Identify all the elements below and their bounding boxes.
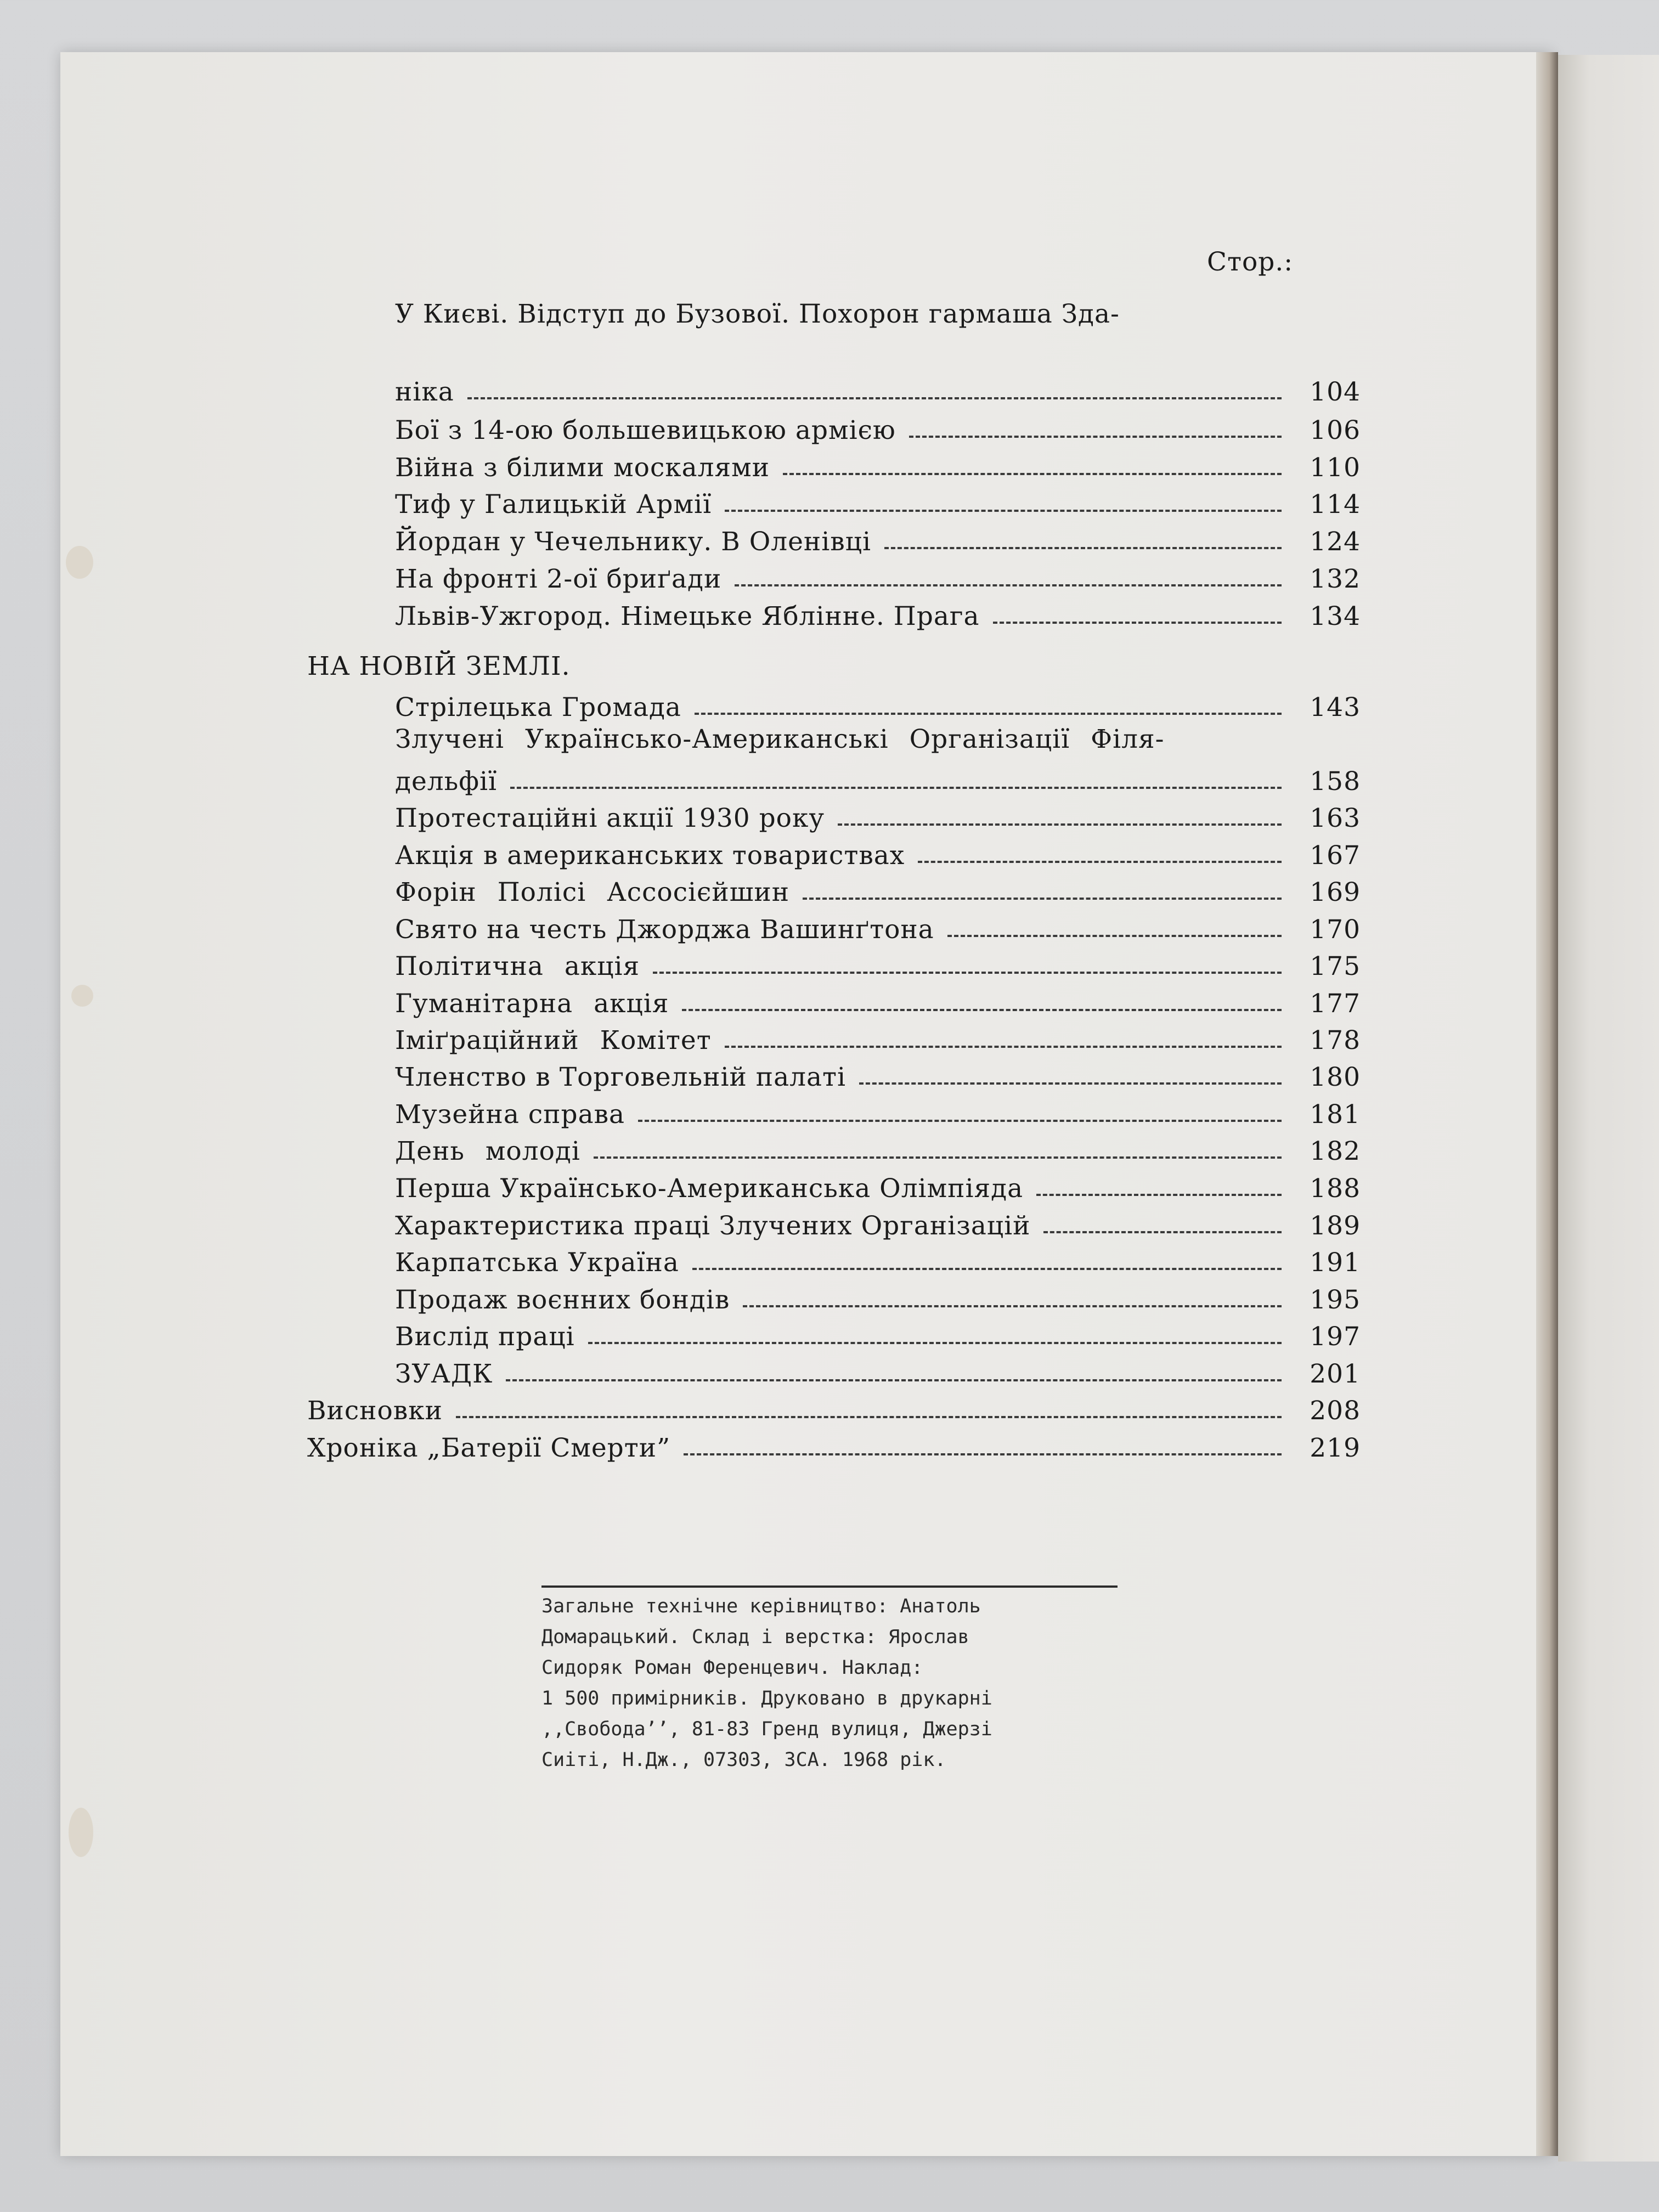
- toc-entry-page: 197: [1310, 1322, 1361, 1352]
- toc-entry-page: 219: [1310, 1433, 1361, 1463]
- toc-entry-page: 124: [1310, 527, 1361, 557]
- dot-leader: [838, 823, 1282, 826]
- dot-leader: [695, 713, 1282, 715]
- toc-entry-page: 163: [1310, 803, 1361, 833]
- dot-leader: [743, 1305, 1282, 1307]
- toc-entry: [395, 1207, 1361, 1241]
- dot-leader: [859, 1082, 1282, 1085]
- toc-entry-title: ЗУАДК: [395, 1359, 493, 1389]
- toc-entry-title: Свято на честь Джорджа Вашинґтона: [395, 915, 934, 945]
- toc-entry-page: 134: [1310, 601, 1361, 631]
- toc-entry-title: День молоді: [395, 1136, 580, 1166]
- toc-entry-page: 195: [1310, 1285, 1361, 1315]
- toc-entry: [395, 560, 1361, 594]
- toc-entry-page: 175: [1310, 951, 1361, 981]
- toc-entry-page: 178: [1310, 1025, 1361, 1056]
- toc-entry-title: Хроніка „Батерії Смерти”: [307, 1433, 671, 1463]
- toc-entry: [395, 1132, 1361, 1166]
- toc-entry: [395, 1244, 1361, 1278]
- toc-entry: [395, 1022, 1361, 1056]
- dot-leader: [884, 547, 1282, 549]
- toc-entry: [395, 1355, 1361, 1389]
- toc-entry-page: 189: [1310, 1211, 1361, 1241]
- toc-entry-page: 110: [1310, 453, 1361, 483]
- book-spine-edge: [1536, 52, 1558, 2156]
- toc-entry-page: 201: [1310, 1359, 1361, 1389]
- toc-entry-title: Йордан у Чечельнику. В Оленівці: [395, 527, 871, 557]
- dot-leader: [684, 1453, 1282, 1455]
- toc-entry-title: Перша Українсько-Американська Олімпіяда: [395, 1173, 1024, 1204]
- dot-leader: [725, 510, 1282, 512]
- toc-entry-title: Характеристика праці Злучених Організацій: [395, 1211, 1031, 1241]
- toc-entry-page: 158: [1310, 766, 1361, 797]
- toc-entry-page: 169: [1310, 877, 1361, 907]
- toc-entry-title-cont: ніка: [395, 377, 454, 407]
- toc-entry-title: Протестаційні акції 1930 року: [395, 803, 825, 833]
- dot-leader: [692, 1268, 1282, 1270]
- toc-entry: [395, 411, 1361, 445]
- dot-leader: [993, 622, 1282, 624]
- dot-leader: [510, 787, 1282, 789]
- toc-entry-title: Членство в Торговельній палаті: [395, 1062, 847, 1092]
- toc-entry: [395, 947, 1361, 981]
- toc-entry-title: Стрілецька Громада: [395, 692, 681, 723]
- imprint-block: [541, 1591, 1118, 1775]
- toc-entry-page: 208: [1310, 1396, 1361, 1426]
- toc-entry-title: Імiґраційний Комітет: [395, 1025, 712, 1056]
- toc-entry-title: Форін Полісі Ассосієйшин: [395, 877, 790, 907]
- toc-entry: [395, 486, 1361, 520]
- toc-entry: [395, 1318, 1361, 1352]
- toc-entry-page: 188: [1310, 1173, 1361, 1204]
- dot-leader: [803, 898, 1282, 900]
- toc-entry: [395, 873, 1361, 907]
- toc-entry: [307, 1392, 1361, 1426]
- imprint-line: Сидоряк Роман Ференцевич. Наклад:: [541, 1657, 923, 1679]
- toc-entry-page: 143: [1310, 692, 1361, 723]
- imprint-line: Домарацький. Склад і верстка: Ярослав: [541, 1626, 969, 1648]
- toc-entry: [395, 837, 1361, 871]
- toc-entry-page: 106: [1310, 415, 1361, 445]
- toc-entry: [395, 911, 1361, 945]
- toc-entry: [395, 985, 1361, 1019]
- dot-leader: [588, 1342, 1282, 1344]
- toc-entry-title: Політична акція: [395, 951, 640, 981]
- dot-leader: [1043, 1231, 1282, 1233]
- toc-entry-page: 191: [1310, 1248, 1361, 1278]
- dot-leader: [456, 1416, 1282, 1418]
- toc-entry-title: Злучені Українсько-Американські Організації Філя-: [395, 724, 1165, 754]
- toc-entry-title-cont: дельфії: [395, 766, 498, 797]
- toc-section-heading: НА НОВІЙ ЗЕМЛІ.: [307, 651, 571, 681]
- dot-leader: [638, 1120, 1282, 1122]
- toc-entry: [395, 689, 1361, 723]
- toc-entry-title: У Києві. Відступ до Бузової. Похорон гармаша Зда-: [395, 299, 1120, 329]
- toc-entry: [395, 1096, 1361, 1130]
- dot-leader: [725, 1046, 1282, 1048]
- toc-entry-title: На фронті 2-ої бриґади: [395, 564, 722, 594]
- toc-entry: [395, 1058, 1361, 1092]
- toc-entry-title: Продаж воєнних бондів: [395, 1285, 730, 1315]
- toc-entry-title: Бої з 14-ою большевицькою армією: [395, 415, 896, 445]
- toc-entry-page: 182: [1310, 1136, 1361, 1166]
- table-of-contents: [60, 52, 1553, 2156]
- toc-entry-title: Війна з білими москалями: [395, 453, 770, 483]
- dot-leader: [1036, 1194, 1282, 1196]
- toc-entry-title: Тиф у Галицькій Армії: [395, 489, 712, 520]
- dot-leader: [909, 436, 1282, 438]
- toc-entry: [395, 449, 1361, 483]
- toc-entry: [395, 763, 1361, 797]
- toc-entry-page: 114: [1310, 489, 1361, 520]
- dot-leader: [653, 972, 1282, 974]
- toc-entry: [395, 523, 1361, 557]
- imprint-divider: [541, 1585, 1118, 1588]
- toc-entry-page: 177: [1310, 989, 1361, 1019]
- toc-entry-title: Музейна справа: [395, 1099, 625, 1130]
- toc-entry-page: 132: [1310, 564, 1361, 594]
- imprint-line: 1 500 примірників. Друковано в друкарні: [541, 1688, 992, 1709]
- toc-entry-page: 104: [1310, 377, 1361, 407]
- dot-leader: [506, 1379, 1282, 1381]
- toc-entry: [307, 1429, 1361, 1463]
- toc-entry: [395, 799, 1361, 833]
- dot-leader: [947, 935, 1282, 937]
- dot-leader: [735, 584, 1282, 586]
- toc-entry-title: Карпатська Україна: [395, 1248, 679, 1278]
- adjacent-page: [1558, 55, 1659, 2162]
- toc-entry: [395, 373, 1361, 407]
- imprint-line: ,,Свобода’’, 81-83 Гренд вулиця, Джерзі: [541, 1718, 992, 1740]
- toc-entry-title: Висновки: [307, 1396, 443, 1426]
- toc-entry: [395, 1281, 1361, 1315]
- page-column-label: Стор.:: [1207, 247, 1294, 277]
- toc-entry: [395, 1170, 1361, 1204]
- toc-entry-page: 167: [1310, 840, 1361, 871]
- toc-entry-page: 180: [1310, 1062, 1361, 1092]
- toc-entry-title: Акція в американських товариствах: [395, 840, 905, 871]
- dot-leader: [682, 1009, 1282, 1011]
- imprint-line: Загальне технічне керівництво: Анатоль: [541, 1595, 981, 1617]
- toc-entry: [395, 597, 1361, 631]
- dot-leader: [783, 473, 1282, 475]
- dot-leader: [467, 397, 1282, 399]
- toc-entry-title: Гуманітарна акція: [395, 989, 669, 1019]
- dot-leader: [594, 1156, 1282, 1159]
- imprint-line: Сиіті, Н.Дж., 07303, ЗСА. 1968 рік.: [541, 1749, 946, 1771]
- toc-entry-title: Вислід праці: [395, 1322, 575, 1352]
- toc-entry-page: 181: [1310, 1099, 1361, 1130]
- dot-leader: [918, 861, 1282, 863]
- toc-entry-title: Львів-Ужгород. Німецьке Яблінне. Прага: [395, 601, 980, 631]
- toc-entry-page: 170: [1310, 915, 1361, 945]
- book-page: [60, 52, 1553, 2156]
